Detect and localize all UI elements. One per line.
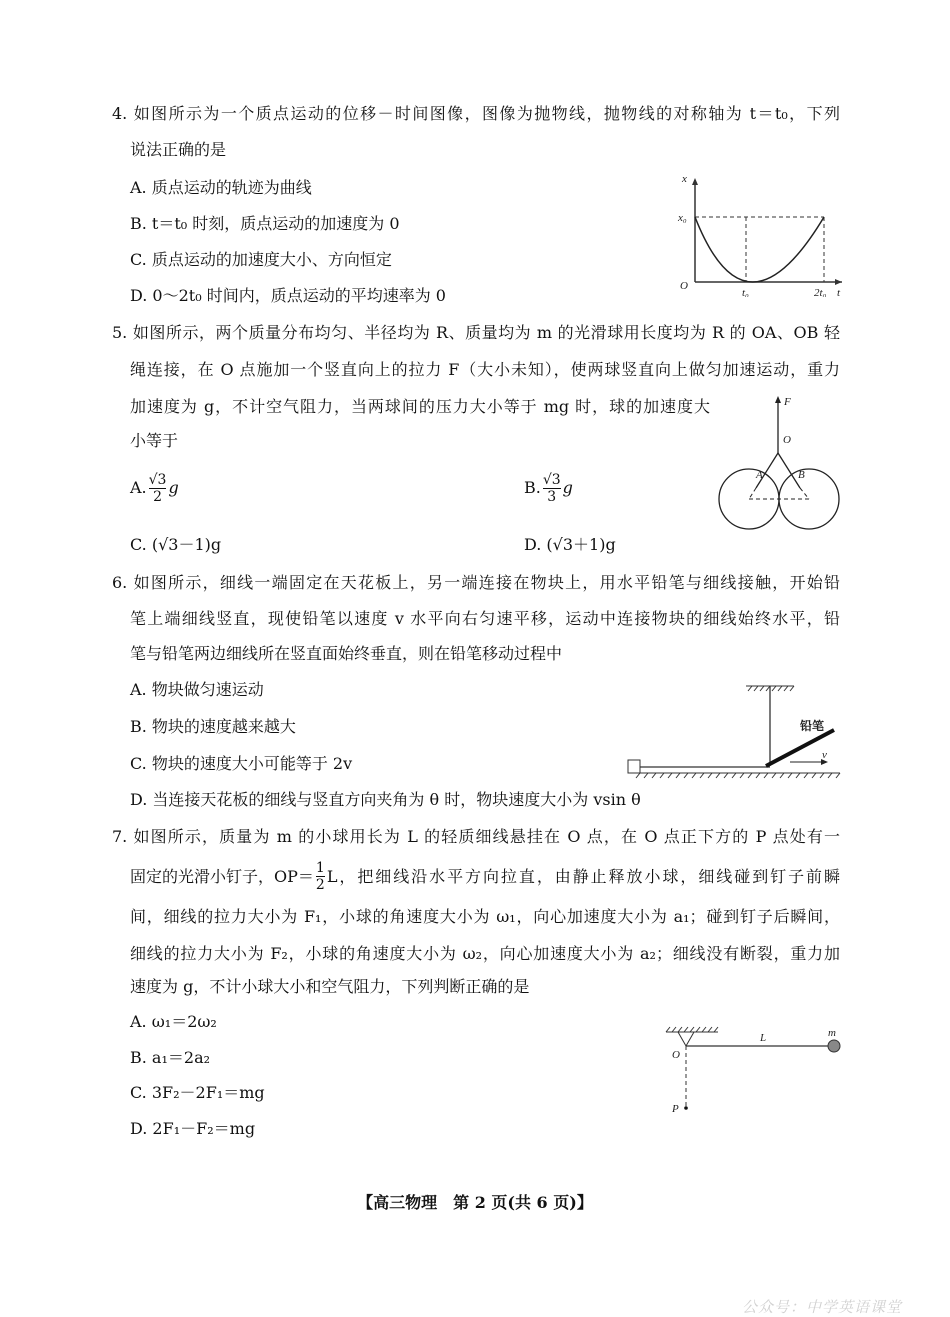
numerator: √3 bbox=[148, 472, 167, 488]
q5-stem-line: 绳连接，在 O 点施加一个竖直向上的拉力 F（大小未知），使两球竖直向上做匀加速运动，重力 bbox=[130, 360, 840, 379]
force-label: F bbox=[784, 396, 791, 408]
fraction-one-half bbox=[316, 860, 325, 893]
q7-stem-line-fraction bbox=[130, 860, 840, 893]
q6-stem-line: 笔与铅笔两边细线所在竖直面始终垂直，则在铅笔移动过程中 bbox=[130, 644, 563, 663]
q5-two-balls-figure bbox=[716, 393, 841, 533]
q7-stem-line: 7. 如图所示，质量为 m 的小球用长为 L 的轻质细线悬挂在 O 点，在 O 点正下方的 P 点处有一 bbox=[112, 827, 840, 846]
y-axis-label: x bbox=[682, 173, 687, 185]
x-axis-label: t bbox=[837, 287, 841, 297]
q5-stem-line: 5. 如图所示，两个质量分布均匀、半径均为 R、质量均为 m 的光滑球用长度均为 R 的 OA、OB 轻 bbox=[112, 323, 840, 342]
q6-stem-line: 6. 如图所示，细线一端固定在天花板上，另一端连接在物块上，用水平铅笔与细线接触，开始铅 bbox=[112, 573, 840, 592]
g-symbol: g bbox=[562, 478, 573, 497]
q7-pendulum-figure bbox=[658, 1024, 844, 1120]
q6-stem-line: 笔上端细线竖直，现使铅笔以速度 v 水平向右匀速平移，运动中连接物块的细线始终水平，铅 bbox=[130, 609, 840, 628]
origin-label: O bbox=[680, 280, 688, 292]
x0-label: x₀ bbox=[678, 212, 687, 224]
page-footer: 【高三物理 第 2 页(共 6 页)】 bbox=[357, 1193, 593, 1212]
point-o-label: O bbox=[783, 434, 791, 446]
q6-option-b: B. 物块的速度越来越大 bbox=[130, 717, 296, 736]
denominator: 3 bbox=[547, 489, 557, 505]
denominator: 2 bbox=[153, 489, 163, 505]
watermark: 公众号：中学英语课堂 bbox=[741, 1298, 902, 1316]
q7-option-d: D. 2F₁－F₂＝mg bbox=[130, 1119, 256, 1138]
q4-option-b: B. t＝t₀ 时刻，质点运动的加速度为 0 bbox=[130, 214, 400, 233]
q5-stem-line: 小等于 bbox=[130, 431, 179, 450]
q4-option-c: C. 质点运动的加速度大小、方向恒定 bbox=[130, 250, 392, 269]
option-label: A. bbox=[130, 478, 147, 497]
point-o-label: O bbox=[672, 1049, 680, 1061]
velocity-label: v bbox=[822, 749, 827, 761]
point-a-label: A bbox=[756, 469, 763, 481]
q5-option-a bbox=[130, 472, 179, 505]
q4-option-a: A. 质点运动的轨迹为曲线 bbox=[130, 178, 312, 197]
fraction bbox=[149, 472, 167, 505]
q5-option-d: D. (√3＋1)g bbox=[524, 535, 616, 554]
text-segment: L，把细线沿水平方向拉直，由静止释放小球，细线碰到钉子前瞬 bbox=[326, 866, 840, 886]
g-symbol: g bbox=[168, 478, 179, 497]
q4-option-d: D. 0～2t₀ 时间内，质点运动的平均速率为 0 bbox=[130, 286, 446, 305]
q5-stem-line: 加速度为 g，不计空气阻力，当两球间的压力大小等于 mg 时，球的加速度大 bbox=[130, 397, 710, 416]
2t0-label: 2t₀ bbox=[814, 287, 827, 297]
q6-pencil-figure bbox=[616, 678, 842, 782]
length-label: L bbox=[760, 1032, 767, 1044]
option-label: B. bbox=[524, 478, 541, 497]
mass-label: m bbox=[828, 1027, 836, 1039]
t0-label: t₀ bbox=[742, 287, 749, 297]
point-b-label: B bbox=[798, 469, 805, 481]
q6-option-a: A. 物块做匀速运动 bbox=[130, 680, 264, 699]
point-p-label: P bbox=[672, 1103, 679, 1115]
q7-stem-line: 速度为 g，不计小球大小和空气阻力，下列判断正确的是 bbox=[130, 977, 530, 996]
q4-stem-line: 说法正确的是 bbox=[130, 140, 227, 159]
numerator: 1 bbox=[315, 860, 325, 876]
q7-stem-line: 间，细线的拉力大小为 F₁，小球的角速度大小为 ω₁，向心加速度大小为 a₁；碰到钉子后瞬间， bbox=[130, 907, 840, 926]
q4-parabola-figure bbox=[672, 172, 844, 297]
q7-option-c: C. 3F₂－2F₁＝mg bbox=[130, 1083, 265, 1102]
q4-stem-line: 4. 如图所示为一个质点运动的位移－时间图像，图像为抛物线，抛物线的对称轴为 t＝t₀，下列 bbox=[112, 104, 840, 123]
text-segment: 固定的光滑小钉子，OP＝ bbox=[130, 866, 314, 886]
denominator: 2 bbox=[315, 877, 325, 893]
numerator: √3 bbox=[542, 472, 561, 488]
q5-option-c: C. (√3－1)g bbox=[130, 535, 222, 554]
q7-option-a: A. ω₁＝2ω₂ bbox=[130, 1012, 217, 1031]
fraction bbox=[543, 472, 561, 505]
q6-option-d: D. 当连接天花板的细线与竖直方向夹角为 θ 时，物块速度大小为 vsin θ bbox=[130, 790, 641, 809]
q5-option-b bbox=[524, 472, 573, 505]
q7-option-b: B. a₁＝2a₂ bbox=[130, 1048, 211, 1067]
pencil-label: 铅笔 bbox=[800, 719, 825, 733]
q6-option-c: C. 物块的速度大小可能等于 2v bbox=[130, 754, 353, 773]
q7-stem-line: 细线的拉力大小为 F₂，小球的角速度大小为 ω₂，向心加速度大小为 a₂；细线没有断裂，重力加 bbox=[130, 944, 840, 963]
